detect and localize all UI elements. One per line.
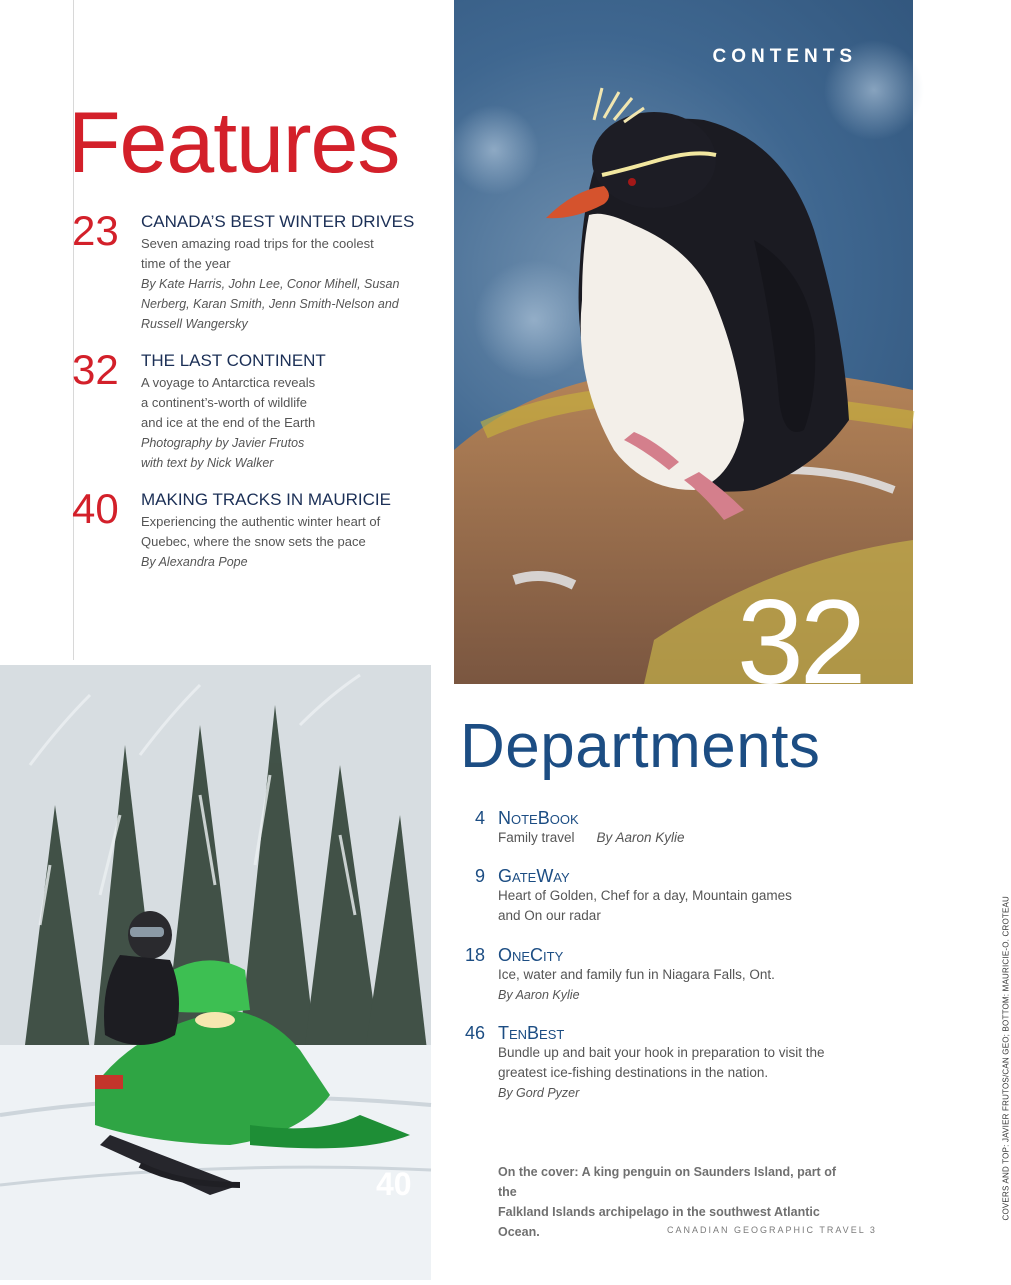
contents-label: CONTENTS xyxy=(712,46,857,67)
feature-item[interactable] xyxy=(72,346,442,471)
feature-page-number: 40 xyxy=(72,485,119,532)
feature-page-number: 23 xyxy=(72,207,119,254)
department-desc-line: Heart of Golden, Chef for a day, Mountain games xyxy=(498,888,792,903)
department-page-number: 18 xyxy=(464,945,485,965)
footer-folio: CANADIAN GEOGRAPHIC TRAVEL 3 xyxy=(667,1225,877,1235)
feature-desc-line: A voyage to Antarctica reveals xyxy=(141,375,316,390)
feature-title: THE LAST CONTINENT xyxy=(141,351,326,370)
features-heading: Features xyxy=(68,95,400,191)
cover-note-line: On the cover: A king penguin on Saunders Island, part of the xyxy=(498,1165,836,1199)
photo-page-number: 40 xyxy=(376,1166,412,1202)
feature-title: MAKING TRACKS IN MAURICIE xyxy=(141,490,391,509)
department-page-number: 46 xyxy=(464,1023,485,1043)
department-page-number: 9 xyxy=(474,866,485,886)
department-item[interactable] xyxy=(460,1023,860,1103)
feature-item[interactable] xyxy=(72,485,442,570)
feature-title: CANADA’S BEST WINTER DRIVES xyxy=(141,212,415,231)
snowmobile-illustration xyxy=(0,665,431,1280)
departments-heading: Departments xyxy=(460,712,821,781)
department-credit: By Aaron Kylie xyxy=(596,830,685,845)
feature-desc-line: a continent’s-worth of wildlife xyxy=(141,395,307,410)
department-title: NoteBook xyxy=(498,808,579,828)
feature-item[interactable] xyxy=(72,207,442,332)
feature-credit-line: with text by Nick Walker xyxy=(141,456,274,470)
department-credit: By Aaron Kylie xyxy=(498,988,580,1002)
department-item[interactable] xyxy=(460,866,860,926)
feature-desc-line: Experiencing the authentic winter heart of xyxy=(141,514,381,529)
department-desc-line: and On our radar xyxy=(498,908,601,923)
feature-desc-line: time of the year xyxy=(141,256,231,271)
department-credit: By Gord Pyzer xyxy=(498,1086,580,1100)
feature-desc-line: Seven amazing road trips for the coolest xyxy=(141,236,374,251)
department-title: TenBest xyxy=(498,1023,565,1043)
photo-credit: COVERS AND TOP: JAVIER FRUTOS/CAN GEO; BOTTOM: MAURICIE-O. CROTEAU xyxy=(1001,895,1011,1221)
department-item[interactable] xyxy=(460,808,860,848)
department-page-number: 4 xyxy=(474,808,485,828)
department-desc-line: greatest ice-fishing destinations in the nation. xyxy=(498,1065,769,1080)
department-title: GateWay xyxy=(498,866,570,886)
feature-credit-line: Photography by Javier Frutos xyxy=(141,436,305,450)
feature-credit-line: By Kate Harris, John Lee, Conor Mihell, Susan xyxy=(141,277,400,291)
feature-credit-line: Nerberg, Karan Smith, Jenn Smith-Nelson and xyxy=(141,297,399,311)
department-desc: Family travel xyxy=(498,830,575,845)
department-item[interactable] xyxy=(460,945,860,1005)
feature-credit-line: Russell Wangersky xyxy=(141,317,248,331)
feature-page-number: 32 xyxy=(72,346,119,393)
photo-page-number: 32 xyxy=(737,575,863,709)
snowmobile-photo[interactable] xyxy=(0,665,431,1280)
feature-desc-line: Quebec, where the snow sets the pace xyxy=(141,534,366,549)
feature-credit-line: By Alexandra Pope xyxy=(141,555,248,569)
cover-note-line: Falkland Islands archipelago in the southwest Atlantic Ocean. xyxy=(498,1205,820,1239)
department-desc-line: Bundle up and bait your hook in preparation to visit the xyxy=(498,1045,825,1060)
department-title: OneCity xyxy=(498,945,564,965)
department-desc-line: Ice, water and family fun in Niagara Falls, Ont. xyxy=(498,967,775,982)
feature-desc-line: and ice at the end of the Earth xyxy=(141,415,316,430)
